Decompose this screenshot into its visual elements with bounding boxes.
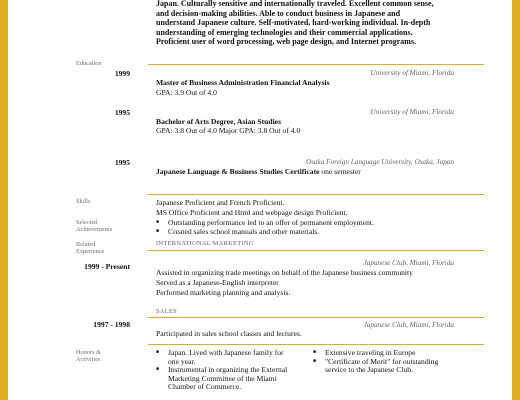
experience-heading: SALES [156, 308, 178, 315]
list-item: ■ Outstanding performance led to an offer of permanent employment. [156, 219, 374, 228]
objective-line: and decision-making abilities. Able to conduct business in Japanese and [156, 8, 401, 18]
objective-line: Proficient user of word processing, web page design, and Internet programs. [156, 37, 417, 47]
list-item: ■ Japan. Lived with Japanese family for one year. [156, 349, 287, 366]
education-degree: Master of Business Administration Financial Analysis [156, 78, 330, 87]
list-item: ■ Instrumental in organizing the External Marketing Committee of the Miami Chamber of Commerce. [156, 366, 287, 392]
education-year: 1995 [114, 158, 130, 167]
education-institution: Osaka Foreign Language University, Osaka, Japan [305, 158, 454, 166]
list-item: ■ "Certificate of Merit" for outstanding service to the Japanese Club. [313, 358, 438, 375]
section-rule [148, 250, 484, 251]
education-degree: Bachelor of Arts Degree, Asian Studies [156, 117, 282, 126]
experience-heading: INTERNATIONAL MARKETING [156, 240, 254, 247]
section-rule [148, 344, 484, 345]
education-gpa: GPA: 3.8 Out of 4.0 Major GPA: 3.8 Out of 4.0 [156, 126, 301, 135]
experience-years: 1999 - Present [84, 262, 130, 271]
experience-line: Assisted in organizing trade meetings on behalf of the Japanese business community [156, 268, 413, 277]
section-rule [148, 64, 484, 65]
skill-line: Japanese Proficient and French Proficient. [156, 198, 285, 207]
experience-line: Participated in sales school classes and lectures. [156, 329, 302, 338]
objective-line: understand Japanese culture. Self-motivated, hard-working individual. In-depth [156, 18, 431, 28]
section-label-skills: Skills [76, 198, 91, 205]
education-year: 1995 [114, 108, 130, 117]
objective-line: understanding of emerging technologies and their commercial applications. [156, 27, 413, 37]
achievements-list [156, 219, 374, 236]
skill-line: MS Office Proficient and Html and webpage design Proficient. [156, 208, 348, 217]
education-gpa: GPA: 3.9 Out of 4.0 [156, 88, 217, 97]
section-label-honors: Honors & Activities [76, 349, 102, 364]
experience-organization: Japanese Club, Miami, Florida [363, 259, 454, 267]
experience-organization: Japanese Club, Miami, Florida [363, 321, 454, 329]
section-rule [148, 317, 484, 318]
section-label-achievements: Selected Achievements [76, 219, 113, 234]
honors-list-right [313, 349, 438, 375]
education-year: 1999 [114, 69, 130, 78]
objective-line: Japan. Culturally sensitive and internationally traveled. Excellent common sense, [156, 0, 434, 8]
section-label-education: Education [76, 60, 102, 67]
section-label-experience: Related Experience [76, 241, 105, 256]
certificate-title: Japanese Language & Business Studies Certificate [156, 167, 320, 176]
experience-line: Performed marketing planning and analysis. [156, 288, 291, 297]
education-certificate [156, 168, 361, 177]
experience-line: Served as a Japanese-English interpreter [156, 278, 279, 287]
list-item: ■ Created sales school manuals and other materials. [156, 228, 374, 237]
list-item: ■ Extensive traveling in Europe [313, 349, 438, 358]
section-rule [148, 194, 484, 195]
education-institution: University of Miami, Florida [370, 108, 454, 116]
objective-text [156, 0, 434, 47]
education-institution: University of Miami, Florida [370, 69, 454, 77]
certificate-duration: one semester [319, 167, 361, 176]
honors-list-left [156, 349, 287, 392]
resume-page [8, 0, 512, 400]
experience-years: 1997 - 1998 [93, 320, 130, 329]
